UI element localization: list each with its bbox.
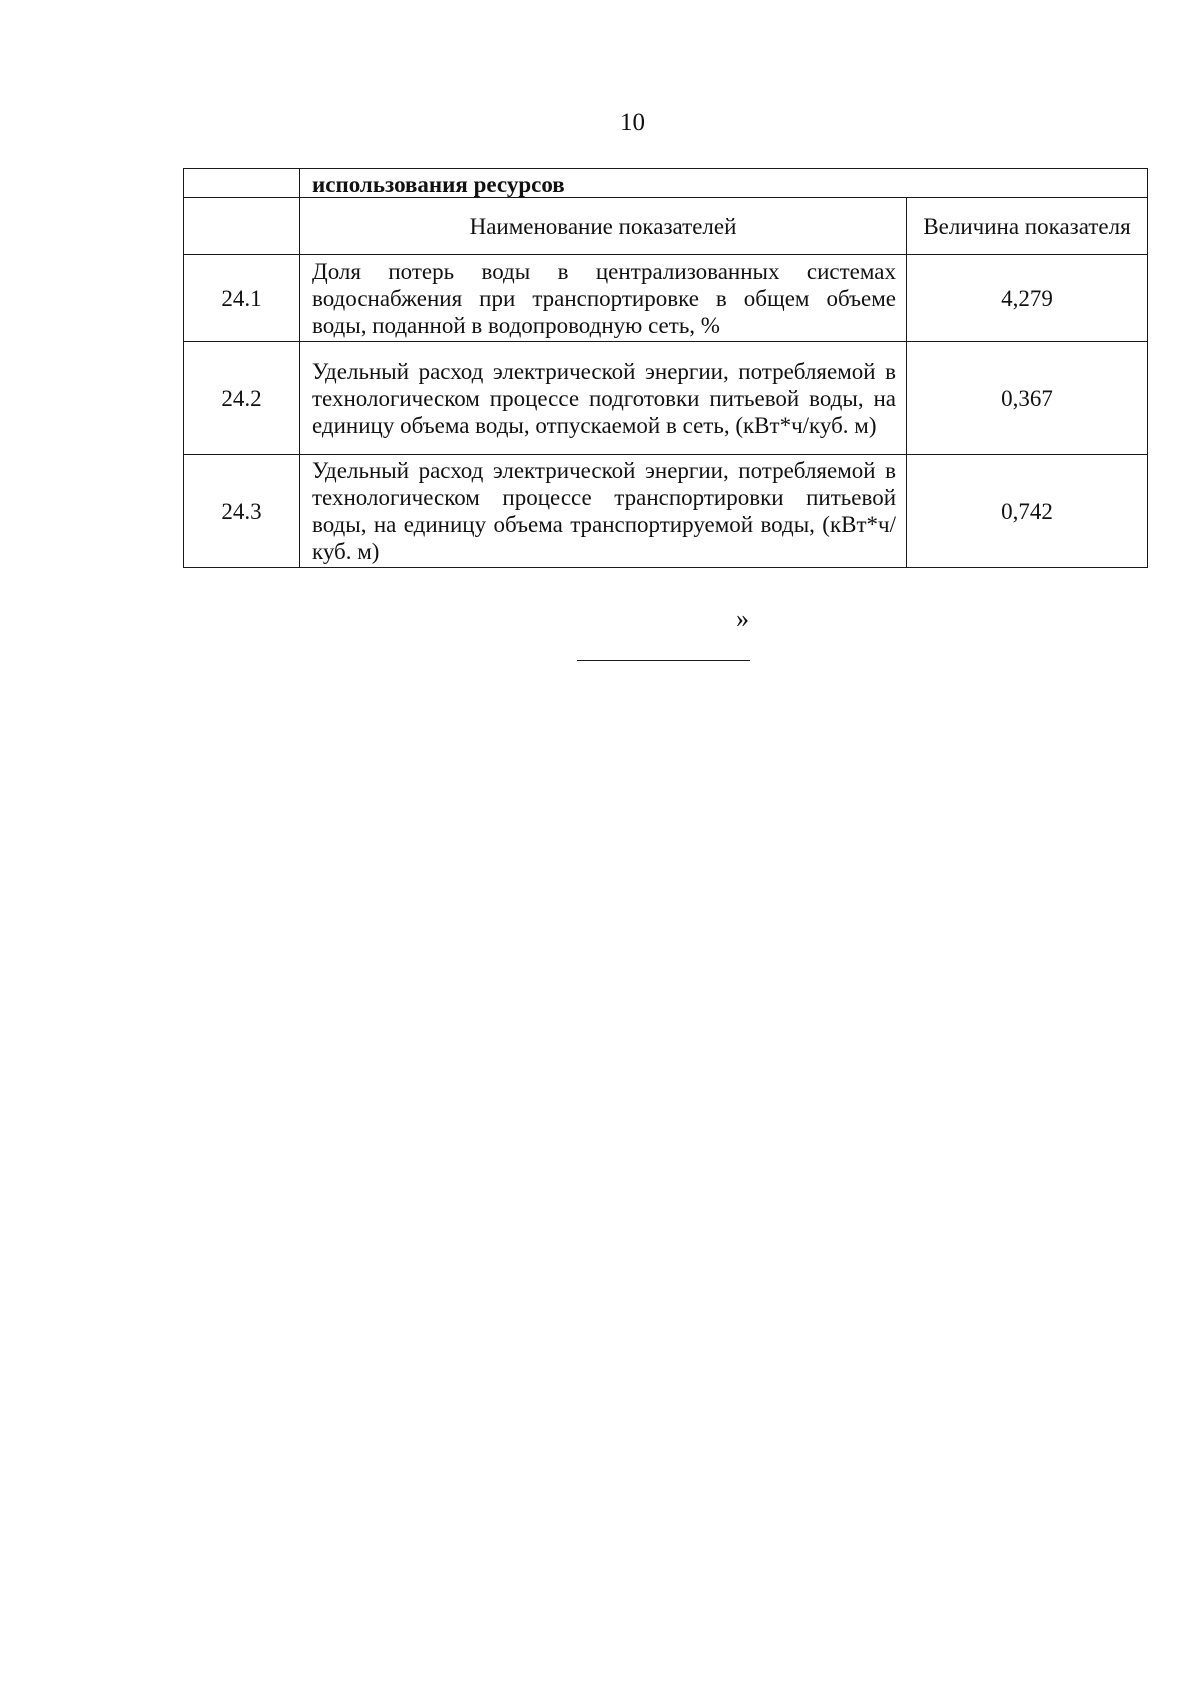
row-indicator-name: Удельный расход электрической энергии, потребляемой в технологическом процессе транспортировки питьевой воды, на единицу объема транспортируемой воды, (кВт*ч/куб. м) — [300, 455, 907, 568]
section-row — [184, 169, 1148, 198]
row-indicator-value: 4,279 — [907, 255, 1148, 342]
row-indicator-value: 0,367 — [907, 342, 1148, 455]
table-row — [184, 255, 1148, 342]
row-indicator-name: Доля потерь воды в централизованных системах водоснабжения при транспортировке в общем объеме воды, поданной в водопроводную сеть, % — [300, 255, 907, 342]
table-row — [184, 342, 1148, 455]
closing-quote: » — [736, 604, 749, 633]
header-row — [184, 198, 1148, 255]
header-name: Наименование показателей — [300, 198, 907, 255]
row-indicator-value: 0,742 — [907, 455, 1148, 568]
page-number: 10 — [620, 109, 645, 136]
end-divider — [577, 660, 750, 661]
row-number: 24.1 — [184, 255, 300, 342]
section-num-cell — [184, 169, 300, 198]
row-indicator-name: Удельный расход электрической энергии, потребляемой в технологическом процессе подготовки питьевой воды, на единицу объема воды, отпускаемой в сеть, (кВт*ч/куб. м) — [300, 342, 907, 455]
row-number: 24.2 — [184, 342, 300, 455]
section-title: использования ресурсов — [300, 169, 1148, 198]
table-row — [184, 455, 1148, 568]
row-number: 24.3 — [184, 455, 300, 568]
header-num-cell — [184, 198, 300, 255]
indicators-table — [183, 168, 1148, 568]
header-value: Величина показателя — [907, 198, 1148, 255]
